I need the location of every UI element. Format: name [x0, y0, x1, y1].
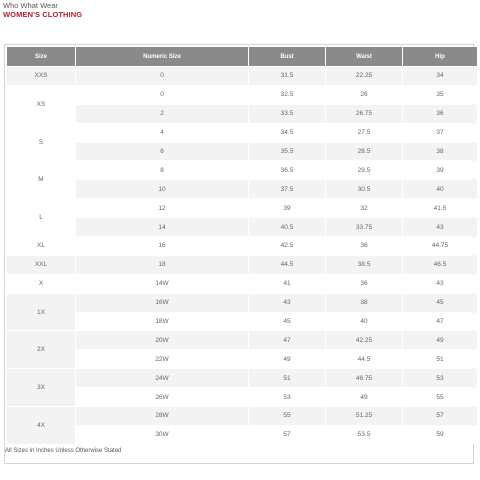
numeric-cell: 12 — [76, 199, 248, 217]
size-label-cell: XL — [7, 237, 75, 255]
numeric-cell: 30W — [76, 426, 248, 444]
waist-cell: 42.25 — [326, 331, 402, 349]
table-row — [7, 180, 477, 198]
table-row — [7, 388, 477, 406]
size-chart-frame — [4, 44, 474, 464]
section-title: WOMEN'S CLOTHING — [3, 9, 83, 19]
numeric-cell: 18W — [76, 313, 248, 331]
hip-cell: 35 — [403, 86, 477, 104]
hip-cell: 57 — [403, 407, 477, 425]
size-label-cell: 4X — [7, 407, 75, 444]
hip-cell: 43 — [403, 275, 477, 293]
waist-cell: 46.75 — [326, 369, 402, 387]
column-header-hip: Hip — [403, 47, 477, 66]
numeric-cell: 0 — [76, 86, 248, 104]
size-label-cell: 2X — [7, 331, 75, 368]
column-header-bust: Bust — [249, 47, 325, 66]
footnote: All Sizes in Inches Unless Otherwise Stated — [5, 448, 122, 454]
numeric-cell: 16 — [76, 237, 248, 255]
hip-cell: 46.5 — [403, 256, 477, 274]
size-label-cell: X — [7, 275, 75, 293]
table-row — [7, 426, 477, 444]
bust-cell: 40.5 — [249, 218, 325, 236]
table-row — [7, 256, 477, 274]
bust-cell: 44.5 — [249, 256, 325, 274]
bust-cell: 39 — [249, 199, 325, 217]
bust-cell: 49 — [249, 350, 325, 368]
table-row — [7, 275, 477, 293]
numeric-cell: 2 — [76, 105, 248, 123]
bust-cell: 53 — [249, 388, 325, 406]
numeric-cell: 24W — [76, 369, 248, 387]
bust-cell: 37.5 — [249, 180, 325, 198]
numeric-cell: 4 — [76, 124, 248, 142]
numeric-cell: 16W — [76, 294, 248, 312]
waist-cell: 38.5 — [326, 256, 402, 274]
hip-cell: 55 — [403, 388, 477, 406]
waist-cell: 38 — [326, 294, 402, 312]
table-row — [7, 237, 477, 255]
numeric-cell: 10 — [76, 180, 248, 198]
bust-cell: 42.5 — [249, 237, 325, 255]
bust-cell: 43 — [249, 294, 325, 312]
table-row — [7, 294, 477, 312]
size-label-cell: S — [7, 124, 75, 161]
waist-cell: 36 — [326, 275, 402, 293]
numeric-cell: 8 — [76, 161, 248, 179]
hip-cell: 36 — [403, 105, 477, 123]
numeric-cell: 26W — [76, 388, 248, 406]
waist-cell: 28.5 — [326, 143, 402, 161]
hip-cell: 40 — [403, 180, 477, 198]
hip-cell: 37 — [403, 124, 477, 142]
table-row — [7, 331, 477, 349]
waist-cell: 49 — [326, 388, 402, 406]
bust-cell: 41 — [249, 275, 325, 293]
hip-cell: 53 — [403, 369, 477, 387]
table-header-row — [7, 47, 477, 66]
table-body — [7, 67, 477, 444]
size-label-cell: XXL — [7, 256, 75, 274]
waist-cell: 36 — [326, 237, 402, 255]
waist-cell: 27.5 — [326, 124, 402, 142]
numeric-cell: 14 — [76, 218, 248, 236]
brand-name: Who What Wear — [3, 1, 58, 10]
table-row — [7, 313, 477, 331]
bust-cell: 57 — [249, 426, 325, 444]
size-label-cell: XS — [7, 86, 75, 123]
waist-cell: 33.75 — [326, 218, 402, 236]
bust-cell: 36.5 — [249, 161, 325, 179]
table-row — [7, 199, 477, 217]
table-row — [7, 369, 477, 387]
waist-cell: 40 — [326, 313, 402, 331]
hip-cell: 34 — [403, 67, 477, 85]
size-label-cell: 3X — [7, 369, 75, 406]
hip-cell: 41.5 — [403, 199, 477, 217]
table-row — [7, 407, 477, 425]
bust-cell: 32.5 — [249, 86, 325, 104]
waist-cell: 26.75 — [326, 105, 402, 123]
waist-cell: 44.5 — [326, 350, 402, 368]
size-label-cell: 1X — [7, 294, 75, 331]
table-row — [7, 124, 477, 142]
waist-cell: 30.5 — [326, 180, 402, 198]
brand-header — [3, 2, 82, 18]
column-header-size: Size — [7, 47, 75, 66]
table-row — [7, 67, 477, 85]
waist-cell: 22.25 — [326, 67, 402, 85]
bust-cell: 31.5 — [249, 67, 325, 85]
waist-cell: 26 — [326, 86, 402, 104]
hip-cell: 51 — [403, 350, 477, 368]
numeric-cell: 18 — [76, 256, 248, 274]
hip-cell: 39 — [403, 161, 477, 179]
numeric-cell: 22W — [76, 350, 248, 368]
size-label-cell: XXS — [7, 67, 75, 85]
bust-cell: 55 — [249, 407, 325, 425]
table-row — [7, 161, 477, 179]
hip-cell: 44.75 — [403, 237, 477, 255]
bust-cell: 33.5 — [249, 105, 325, 123]
bust-cell: 45 — [249, 313, 325, 331]
hip-cell: 49 — [403, 331, 477, 349]
table-row — [7, 143, 477, 161]
bust-cell: 47 — [249, 331, 325, 349]
size-label-cell: M — [7, 161, 75, 198]
column-header-numeric-size: Numeric Size — [76, 47, 248, 66]
hip-cell: 43 — [403, 218, 477, 236]
bust-cell: 34.5 — [249, 124, 325, 142]
hip-cell: 38 — [403, 143, 477, 161]
size-label-cell: L — [7, 199, 75, 236]
table-row — [7, 350, 477, 368]
bust-cell: 35.5 — [249, 143, 325, 161]
hip-cell: 59 — [403, 426, 477, 444]
waist-cell: 32 — [326, 199, 402, 217]
bust-cell: 51 — [249, 369, 325, 387]
waist-cell: 51.25 — [326, 407, 402, 425]
hip-cell: 45 — [403, 294, 477, 312]
waist-cell: 29.5 — [326, 161, 402, 179]
numeric-cell: 20W — [76, 331, 248, 349]
table-row — [7, 218, 477, 236]
numeric-cell: 0 — [76, 67, 248, 85]
table-row — [7, 86, 477, 104]
table-row — [7, 105, 477, 123]
numeric-cell: 14W — [76, 275, 248, 293]
column-header-waist: Waist — [326, 47, 402, 66]
hip-cell: 47 — [403, 313, 477, 331]
numeric-cell: 6 — [76, 143, 248, 161]
numeric-cell: 28W — [76, 407, 248, 425]
waist-cell: 53.5 — [326, 426, 402, 444]
size-chart-table — [6, 46, 478, 445]
